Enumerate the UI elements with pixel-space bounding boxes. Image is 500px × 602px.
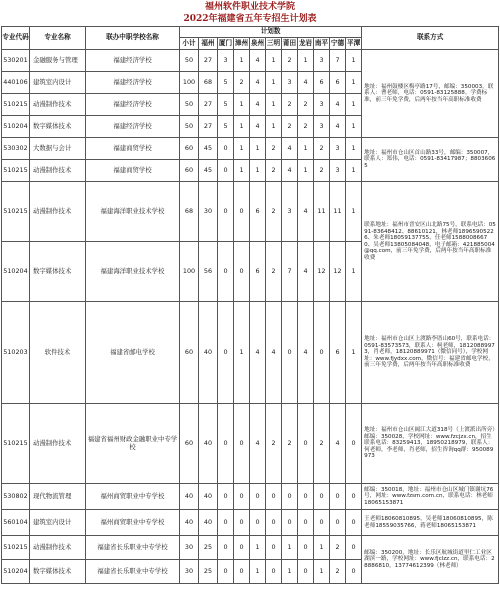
num-cell: 45: [199, 138, 218, 160]
num-cell: 0: [218, 138, 234, 160]
num-cell: 60: [180, 160, 199, 182]
header-school: 联办中职学校名称: [86, 27, 180, 50]
major-cell: 建筑室内设计: [30, 72, 86, 94]
num-cell: 1: [282, 536, 298, 560]
num-cell: 2: [314, 160, 330, 182]
num-cell: 1: [346, 138, 362, 160]
major-cell: 大数据与会计: [30, 138, 86, 160]
num-cell: 4: [330, 404, 346, 484]
header-sub: 泉州: [250, 38, 266, 50]
num-cell: 0: [234, 484, 250, 510]
header-sub: 小计: [180, 38, 199, 50]
school-cell: 福建省长乐职业中专学校: [86, 536, 180, 560]
num-cell: 40: [199, 484, 218, 510]
num-cell: 1: [346, 94, 362, 116]
num-cell: 25: [199, 536, 218, 560]
num-cell: 0: [234, 242, 250, 302]
contact-cell: 地址：福州市仓山区阔江大道318号（上渡派出所旁）邮编：350028，学校网址：www.fzcjzx.cn，招生联系电话：83259413，18950218979，联系人：何老师，李老师，肖老师，招生咨询qq群：950089973: [362, 404, 499, 484]
code-cell: 510215: [2, 404, 30, 484]
school-cell: 福建经济学校: [86, 72, 180, 94]
code-cell: 530201: [2, 50, 30, 72]
num-cell: 1: [250, 560, 266, 584]
num-cell: 3: [314, 50, 330, 72]
num-cell: 2: [282, 404, 298, 484]
header-sub: 南平: [314, 38, 330, 50]
document-title: 福州软件职业技术学院: [204, 2, 295, 12]
num-cell: 2: [282, 50, 298, 72]
num-cell: 6: [250, 242, 266, 302]
num-cell: 68: [199, 72, 218, 94]
num-cell: 1: [346, 182, 362, 242]
code-cell: 510215: [2, 182, 30, 242]
num-cell: 4: [298, 72, 314, 94]
num-cell: 0: [266, 536, 282, 560]
num-cell: 12: [330, 242, 346, 302]
num-cell: 0: [314, 302, 330, 404]
num-cell: 4: [250, 94, 266, 116]
num-cell: 0: [266, 510, 282, 536]
code-cell: 510215: [2, 536, 30, 560]
school-cell: 福建省邮电学校: [86, 302, 180, 404]
num-cell: 0: [250, 484, 266, 510]
num-cell: 0: [218, 560, 234, 584]
table-row: [2, 302, 499, 404]
table-row: [2, 138, 499, 160]
num-cell: 27: [199, 94, 218, 116]
num-cell: 4: [250, 50, 266, 72]
num-cell: 2: [298, 94, 314, 116]
num-cell: 7: [282, 242, 298, 302]
num-cell: 0: [266, 560, 282, 584]
num-cell: 0: [346, 510, 362, 536]
num-cell: 1: [298, 50, 314, 72]
num-cell: 1: [234, 94, 250, 116]
num-cell: 0: [282, 510, 298, 536]
num-cell: 2: [266, 138, 282, 160]
num-cell: 40: [180, 484, 199, 510]
contact-cell: 王老师18060810895，吴老师18060810895，陈老师18559035766，蒋老师18065153871: [362, 510, 499, 536]
major-cell: 动漫制作技术: [30, 182, 86, 242]
num-cell: 11: [330, 182, 346, 242]
num-cell: 3: [218, 50, 234, 72]
num-cell: 4: [298, 182, 314, 242]
school-cell: 福建经济学校: [86, 116, 180, 138]
major-cell: 软件技术: [30, 302, 86, 404]
num-cell: 0: [346, 484, 362, 510]
num-cell: 60: [180, 404, 199, 484]
num-cell: 1: [250, 536, 266, 560]
num-cell: 45: [199, 160, 218, 182]
header-code: 专业代码: [2, 27, 30, 50]
num-cell: 30: [180, 560, 199, 584]
num-cell: 1: [346, 302, 362, 404]
num-cell: 3: [314, 94, 330, 116]
num-cell: 25: [199, 560, 218, 584]
num-cell: 2: [266, 182, 282, 242]
school-cell: 福建经济学校: [86, 94, 180, 116]
num-cell: 0: [234, 536, 250, 560]
contact-cell: 邮编：350200，地址：长乐区航城街道里仁工业区湖滨一路，学校网址：www.fjclzz.cn，联系电话：28886810，13774612399（林老师）: [362, 536, 499, 584]
num-cell: 0: [298, 536, 314, 560]
num-cell: 3: [282, 182, 298, 242]
code-cell: 510204: [2, 560, 30, 584]
num-cell: 3: [330, 138, 346, 160]
code-cell: 530302: [2, 138, 30, 160]
num-cell: 1: [234, 50, 250, 72]
num-cell: 6: [330, 302, 346, 404]
major-cell: 数字媒体技术: [30, 242, 86, 302]
num-cell: 0: [234, 182, 250, 242]
num-cell: 1: [298, 138, 314, 160]
num-cell: 60: [180, 302, 199, 404]
header-sub: 平潭: [346, 38, 362, 50]
num-cell: 1: [346, 242, 362, 302]
num-cell: 1: [346, 50, 362, 72]
num-cell: 0: [218, 302, 234, 404]
num-cell: 1: [314, 560, 330, 584]
num-cell: 1: [234, 138, 250, 160]
header-sub: 厦门: [218, 38, 234, 50]
num-cell: 0: [218, 536, 234, 560]
num-cell: 1: [234, 302, 250, 404]
num-cell: 0: [234, 404, 250, 484]
num-cell: 0: [298, 510, 314, 536]
num-cell: 0: [218, 484, 234, 510]
code-cell: 560104: [2, 510, 30, 536]
num-cell: 0: [346, 560, 362, 584]
major-cell: 建筑室内设计: [30, 510, 86, 536]
code-cell: 530802: [2, 484, 30, 510]
num-cell: 2: [314, 138, 330, 160]
header-contact: 联系方式: [362, 27, 499, 50]
num-cell: 4: [282, 160, 298, 182]
num-cell: 0: [330, 484, 346, 510]
school-cell: 福建商贸学校: [86, 138, 180, 160]
header-sub: 宁德: [330, 38, 346, 50]
num-cell: 27: [199, 116, 218, 138]
num-cell: 0: [346, 536, 362, 560]
code-cell: 510204: [2, 116, 30, 138]
num-cell: 30: [199, 182, 218, 242]
num-cell: 11: [314, 182, 330, 242]
num-cell: 3: [330, 160, 346, 182]
school-cell: 福州商贸职业中专学校: [86, 484, 180, 510]
major-cell: 动漫制作技术: [30, 94, 86, 116]
num-cell: 40: [180, 510, 199, 536]
table-row: [2, 404, 499, 484]
school-cell: 福建省长乐职业中专学校: [86, 560, 180, 584]
num-cell: 40: [199, 302, 218, 404]
num-cell: 0: [330, 510, 346, 536]
table-row: [2, 50, 499, 72]
num-cell: 1: [250, 160, 266, 182]
major-cell: 金融服务与管理: [30, 50, 86, 72]
school-cell: 福州商贸职业中专学校: [86, 510, 180, 536]
num-cell: 1: [234, 160, 250, 182]
num-cell: 1: [346, 72, 362, 94]
num-cell: 4: [250, 72, 266, 94]
major-cell: 数字媒体技术: [30, 560, 86, 584]
contact-cell: 地址：福州市仓山区首山路33号，邮编：350007，联系人：郑伟，电话：0591-83417987；88036065: [362, 138, 499, 182]
num-cell: 50: [180, 116, 199, 138]
num-cell: 2: [282, 116, 298, 138]
num-cell: 2: [330, 560, 346, 584]
school-cell: 福建商贸学校: [86, 160, 180, 182]
num-cell: 30: [180, 536, 199, 560]
num-cell: 4: [282, 138, 298, 160]
num-cell: 4: [298, 302, 314, 404]
num-cell: 50: [180, 94, 199, 116]
school-cell: 福建海洋职业技术学校: [86, 182, 180, 242]
major-cell: 数字媒体技术: [30, 116, 86, 138]
num-cell: 0: [218, 510, 234, 536]
header-plan: 计划数: [180, 27, 362, 38]
num-cell: 0: [218, 182, 234, 242]
num-cell: 2: [330, 536, 346, 560]
major-cell: 动漫制作技术: [30, 536, 86, 560]
num-cell: 0: [282, 302, 298, 404]
num-cell: 0: [218, 404, 234, 484]
contact-cell: 联系地址：福州市晋安区山北路75号，联系电话：0591-83648412、88610121，林老师18965905226、朱老师18059137755、任老师15880086670、吴老师13805084048，电子邮箱：421885004@qq.com，前三年免学费，后两年按当年高职标准收费: [362, 182, 499, 302]
num-cell: 40: [199, 404, 218, 484]
num-cell: 100: [180, 72, 199, 94]
num-cell: 0: [218, 160, 234, 182]
header-sub: 三明: [266, 38, 282, 50]
num-cell: 0: [298, 404, 314, 484]
num-cell: 4: [330, 94, 346, 116]
num-cell: 2: [266, 404, 282, 484]
enrollment-plan-table: [1, 26, 499, 584]
num-cell: 1: [234, 116, 250, 138]
num-cell: 0: [282, 484, 298, 510]
num-cell: 0: [218, 242, 234, 302]
num-cell: 5: [218, 116, 234, 138]
school-cell: 福建海洋职业技术学校: [86, 242, 180, 302]
num-cell: 2: [266, 160, 282, 182]
num-cell: 56: [199, 242, 218, 302]
num-cell: 6: [314, 72, 330, 94]
table-row: [2, 536, 499, 560]
num-cell: 0: [250, 510, 266, 536]
num-cell: 50: [180, 50, 199, 72]
num-cell: 1: [266, 116, 282, 138]
num-cell: 1: [346, 160, 362, 182]
num-cell: 0: [314, 484, 330, 510]
table-row: [2, 484, 499, 510]
major-cell: 动漫制作技术: [30, 404, 86, 484]
num-cell: 1: [266, 50, 282, 72]
num-cell: 0: [346, 404, 362, 484]
num-cell: 3: [282, 72, 298, 94]
school-cell: 福建省福州财政金融职业中专学校: [86, 404, 180, 484]
header-sub: 漳州: [234, 38, 250, 50]
num-cell: 3: [314, 116, 330, 138]
num-cell: 6: [330, 72, 346, 94]
code-cell: 510215: [2, 160, 30, 182]
header-sub: 莆田: [282, 38, 298, 50]
num-cell: 4: [266, 302, 282, 404]
table-row: [2, 510, 499, 536]
major-cell: 动漫制作技术: [30, 160, 86, 182]
major-cell: 现代物流管理: [30, 484, 86, 510]
num-cell: 1: [266, 94, 282, 116]
num-cell: 4: [250, 302, 266, 404]
num-cell: 4: [250, 404, 266, 484]
num-cell: 7: [330, 50, 346, 72]
table-row: [2, 182, 499, 242]
num-cell: 5: [218, 94, 234, 116]
num-cell: 2: [298, 116, 314, 138]
num-cell: 68: [180, 182, 199, 242]
school-cell: 福建经济学校: [86, 50, 180, 72]
num-cell: 4: [330, 116, 346, 138]
num-cell: 1: [266, 72, 282, 94]
num-cell: 4: [250, 116, 266, 138]
contact-cell: 地址：福州市仓山区上渡路李厝山60号，联系电话：0591-83573573，联系人：柯老师，18120889973，肖老师，18120889971（微信同号），学校网址：www.fjydxx.com，微信号：福建省邮电学校，前三年免学费，后两年按当年高职标准收费: [362, 302, 499, 404]
num-cell: 2: [282, 94, 298, 116]
contact-cell: 邮编：350018，地址：福州市仓山区城门镇谢坑76号，网址：www.fzsm.com.cn，联系电话：林老师18065153871: [362, 484, 499, 510]
num-cell: 0: [298, 484, 314, 510]
code-cell: 510204: [2, 242, 30, 302]
num-cell: 6: [250, 182, 266, 242]
num-cell: 0: [314, 510, 330, 536]
code-cell: 510215: [2, 94, 30, 116]
num-cell: 4: [298, 242, 314, 302]
num-cell: 2: [266, 242, 282, 302]
num-cell: 40: [199, 510, 218, 536]
num-cell: 60: [180, 138, 199, 160]
num-cell: 1: [346, 116, 362, 138]
num-cell: 1: [282, 560, 298, 584]
num-cell: 2: [234, 72, 250, 94]
num-cell: 2: [314, 404, 330, 484]
num-cell: 0: [266, 484, 282, 510]
num-cell: 0: [234, 560, 250, 584]
num-cell: 12: [314, 242, 330, 302]
num-cell: 27: [199, 50, 218, 72]
num-cell: 0: [298, 560, 314, 584]
num-cell: 1: [298, 160, 314, 182]
contact-cell: 地址：福州鼓楼区梅亭路17号，邮编：350003。联系人：曹老师，电话：0591-83125888。学费标准，前三年免学费，后两年按当年高职标准收费: [362, 50, 499, 138]
code-cell: 440106: [2, 72, 30, 94]
num-cell: 1: [250, 138, 266, 160]
header-sub: 龙岩: [298, 38, 314, 50]
code-cell: 510203: [2, 302, 30, 404]
document-subtitle: 2022年福建省五年专招生计划表: [183, 14, 317, 24]
header-sub: 福州: [199, 38, 218, 50]
header-major: 专业名称: [30, 27, 86, 50]
num-cell: 5: [218, 72, 234, 94]
num-cell: 0: [234, 510, 250, 536]
num-cell: 100: [180, 242, 199, 302]
num-cell: 1: [314, 536, 330, 560]
